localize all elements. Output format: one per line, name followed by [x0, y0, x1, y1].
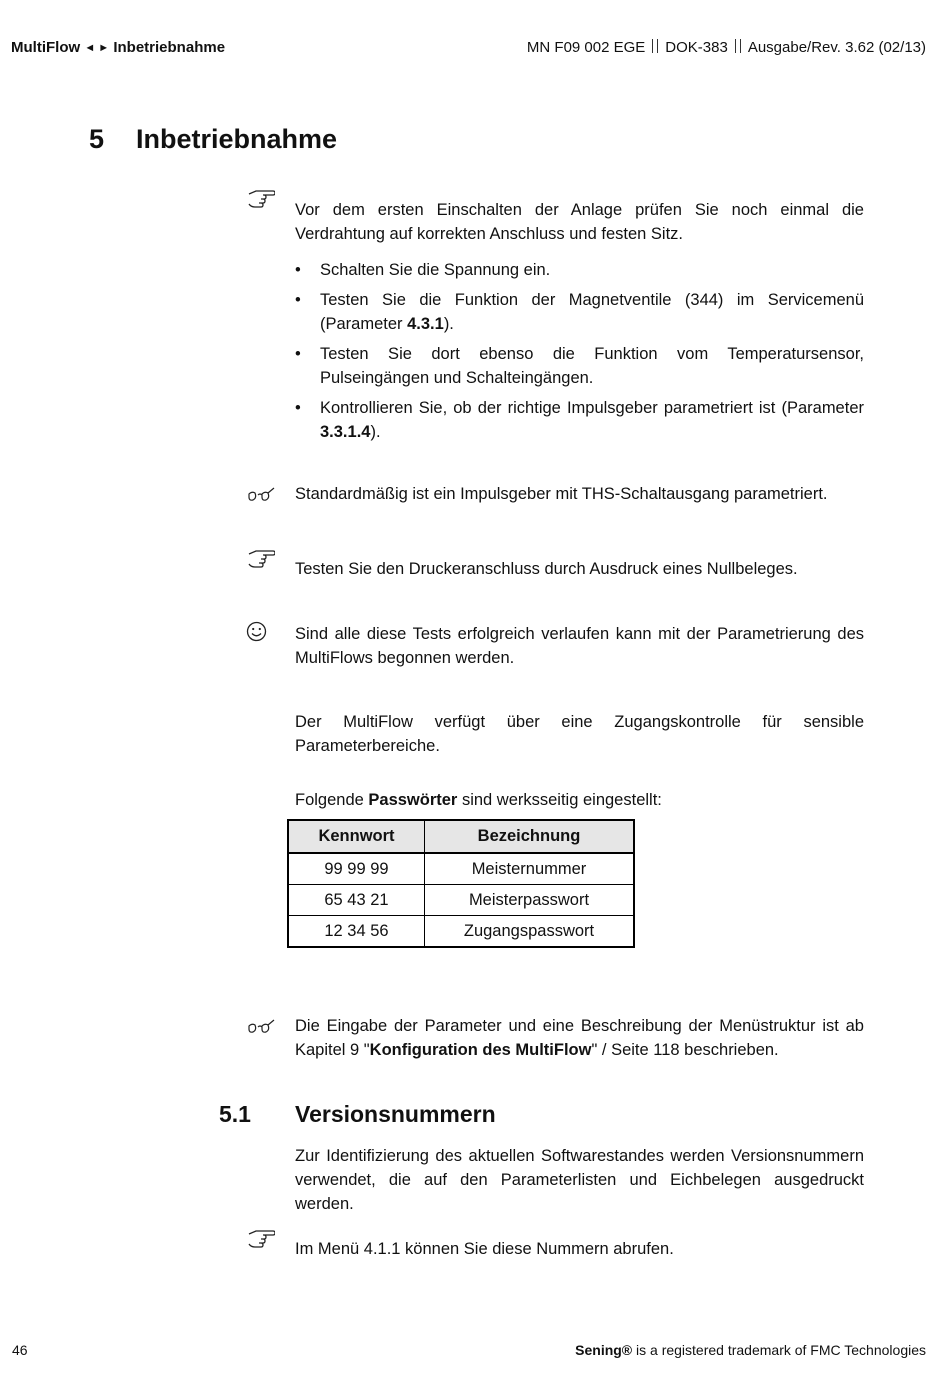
password-table — [287, 819, 635, 948]
table-row — [288, 916, 634, 948]
checklist — [295, 258, 864, 450]
version-paragraph: Zur Identifizierung des aktuellen Softwarestandes werden Versionsnummern verwendet, die auf den Parameterlisten und Eichbelegen ausgedruckt werden. — [295, 1147, 864, 1213]
brand-name: Sening® — [575, 1342, 633, 1358]
header-dok: DOK-383 — [665, 39, 728, 56]
header-section: Inbetriebnahme — [113, 39, 226, 56]
configuration-note: Die Eingabe der Parameter und eine Beschreibung der Menüstruktur ist ab Kapitel 9 "Konfiguration des MultiFlow" / Seite 118 beschrieben. — [295, 1017, 864, 1059]
header-separator — [735, 39, 741, 53]
table-cell: 99 99 99 — [288, 853, 425, 885]
table-cell: Meisternummer — [425, 853, 635, 885]
nav-arrows-icon: ◄ ► — [84, 42, 110, 54]
table-cell: Meisterpasswort — [425, 885, 635, 916]
table-cell: Zugangspasswort — [425, 916, 635, 948]
section-number: 5.1 — [219, 1101, 251, 1127]
trademark-footer: Sening® is a registered trademark of FMC Technologies — [575, 1342, 926, 1358]
column-header: Kennwort — [288, 820, 425, 853]
table-cell: 65 43 21 — [288, 885, 425, 916]
smiley-icon — [246, 621, 267, 642]
intro-paragraph: Vor dem ersten Einschalten der Anlage prüfen Sie noch einmal die Verdrahtung auf korrekten Anschluss und festen Sitz. — [295, 201, 864, 243]
printer-test-text: Testen Sie den Druckeranschluss durch Ausdruck eines Nullbeleges. — [295, 560, 798, 578]
chapter-number: 5 — [89, 124, 105, 154]
list-item: • Testen Sie die Funktion der Magnetventile (344) im Servicemenü (Parameter 4.3.1). — [295, 291, 864, 333]
column-header: Bezeichnung — [425, 820, 635, 853]
table-header-row — [288, 820, 634, 853]
list-item: • Kontrollieren Sie, ob der richtige Impulsgeber parametriert ist (Parameter 3.3.1.4). — [295, 399, 864, 441]
passwords-intro: Folgende Passwörter sind werksseitig eingestellt: — [295, 791, 662, 809]
chapter-title: Inbetriebnahme — [136, 124, 338, 154]
table-row — [288, 853, 634, 885]
glasses-icon — [247, 484, 275, 508]
running-header-right — [527, 39, 926, 57]
pointing-hand-icon — [247, 1228, 275, 1252]
pointing-hand-icon — [247, 548, 275, 572]
note-standard: Standardmäßig ist ein Impulsgeber mit THS-Schaltausgang parametriert. — [295, 485, 828, 503]
table-row — [288, 885, 634, 916]
section-title: Versionsnummern — [295, 1101, 496, 1127]
header-product: MultiFlow — [11, 39, 81, 56]
access-control-paragraph: Der MultiFlow verfügt über eine Zugangskontrolle für sensible Parameterbereiche. — [295, 713, 864, 755]
list-item: • Testen Sie dort ebenso die Funktion vom Temperatursensor, Pulseingängen und Schalteingängen. — [295, 345, 864, 387]
menu-hint: Im Menü 4.1.1 können Sie diese Nummern abrufen. — [295, 1240, 674, 1258]
running-header-left — [11, 39, 225, 57]
header-separator — [652, 39, 658, 53]
list-item: • Schalten Sie die Spannung ein. — [295, 261, 551, 279]
pointing-hand-icon — [247, 188, 275, 212]
glasses-icon — [247, 1016, 275, 1040]
header-doc-no: MN F09 002 EGE — [526, 39, 646, 56]
success-paragraph: Sind alle diese Tests erfolgreich verlaufen kann mit der Parametrierung des MultiFlows begonnen werden. — [295, 625, 864, 667]
table-cell: 12 34 56 — [288, 916, 425, 948]
page-number: 46 — [12, 1342, 28, 1358]
header-revision: Ausgabe/Rev. 3.62 (02/13) — [747, 39, 926, 56]
